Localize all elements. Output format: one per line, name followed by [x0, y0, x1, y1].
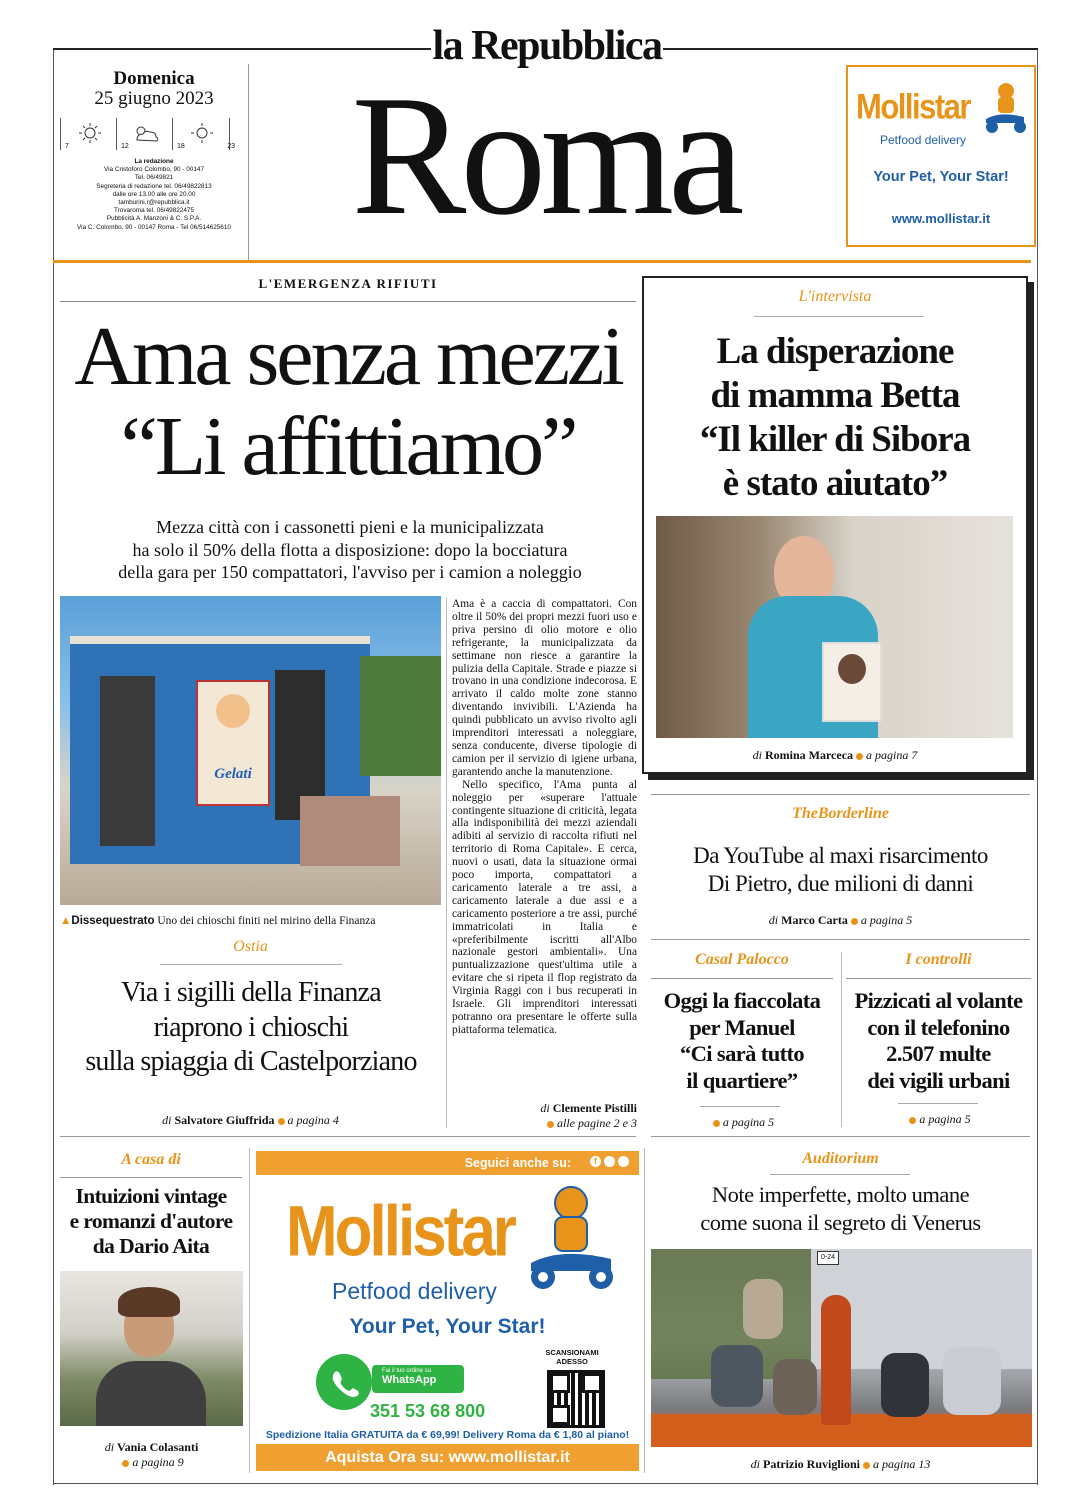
section-rule — [651, 1136, 1030, 1137]
intervista-byline[interactable] — [644, 748, 1026, 763]
person — [711, 1345, 763, 1407]
qr-corner — [550, 1373, 570, 1393]
headline-line: Via i sigilli della Finanza — [121, 977, 381, 1008]
big-ad-phone[interactable]: 351 53 68 800 — [370, 1401, 486, 1421]
qr-corner — [582, 1373, 602, 1393]
kicker-rule — [60, 1177, 242, 1178]
qr-code-icon[interactable] — [547, 1370, 605, 1428]
masthead-rule-left — [53, 48, 431, 50]
person — [881, 1353, 929, 1417]
ostia-kicker-rule — [160, 964, 342, 965]
byline-di: di — [752, 748, 762, 762]
big-ad-cta[interactable]: Aquista Ora su: www.mollistar.it — [256, 1444, 639, 1471]
top-ad-sub: Petfood delivery — [880, 133, 967, 147]
big-ad-scan: SCANSIONAMI ADESSO — [545, 1348, 599, 1366]
headline-line: è stato aiutato” — [722, 463, 948, 504]
lead-caption — [60, 915, 441, 927]
big-ad-sub: Petfood delivery — [332, 1278, 497, 1304]
top-ad-brand: Mollistar — [856, 86, 970, 127]
redazione-line: Segreteria di redazione tel. 06/49822813 — [96, 182, 212, 190]
weather-hour: 18 — [177, 143, 185, 150]
byline-page: a pagina 5 — [722, 1115, 775, 1129]
bullet-icon — [863, 1462, 870, 1469]
weather-strip — [60, 118, 248, 156]
byline-page: a pagina 5 — [919, 1112, 971, 1126]
date-full: 25 giugno 2023 — [94, 88, 214, 109]
headline-line: Di Pietro, due milioni di danni — [707, 871, 974, 896]
poster-text: Gelati — [214, 766, 252, 782]
headline-line: Intuizioni vintage — [75, 1184, 227, 1208]
section-rule — [651, 794, 1030, 795]
intervista-kicker: L'intervista — [798, 288, 872, 305]
date-day: Domenica — [113, 68, 195, 89]
poster-face — [216, 694, 250, 728]
lead-headline-line: “Li affittiamo” — [120, 400, 576, 493]
lead-headline-line: Ama senza mezzi — [74, 310, 622, 403]
date-box — [60, 64, 249, 260]
borderline-kicker: TheBorderline — [792, 805, 889, 822]
lead-deck-line: della gara per 150 compattatori, l'avviso per i camion a noleggio — [118, 562, 582, 582]
instagram-icon[interactable] — [604, 1156, 615, 1167]
lead-body-paragraph: Nello specifico, l'Ama punta al noleggio per «superare l'attuale contingente situazione di criticità, legata alla indisponibilità dei mezzi aziendali adibiti al servizio di raccolta rifiuti nel territorio di Roma Capitale». E cerca, nuovi o usati, data la situazione ormai poco importa, compattatori a caricamento laterale a tre assi, a caricamento laterale a due assi e a caricamento posteriore a tre assi, purché immatricolati in Italia e «preferibilmente iscritti all'Albo nazionale gestori ambientali». Una puntualizzazione quest'ultima utile a evitare che si ripeta il flop registrato da Virginia Raggi con i bus recuperati in Israele. Gli imprenditori interessati potranno ora presentare le offerte sulla piattaforma telematica. — [452, 778, 637, 1036]
palocco-headline[interactable] — [648, 988, 836, 1094]
man-hair — [118, 1287, 180, 1317]
big-ad-shipping: Spedizione Italia GRATUITA da € 69,99! Delivery Roma da € 1,80 al piano! — [265, 1429, 630, 1441]
auditorium-byline[interactable] — [651, 1457, 1030, 1472]
masthead-orange-rule — [53, 260, 1031, 263]
frame-left-2 — [53, 260, 54, 1485]
lead-kicker-rule — [60, 301, 636, 302]
whatsapp-small: Fai il tuo ordine su — [382, 1368, 432, 1374]
whatsapp-icon[interactable] — [316, 1354, 372, 1410]
whatsapp-button[interactable] — [372, 1365, 464, 1393]
street-sign: 0-24 — [817, 1251, 839, 1265]
pinterest-icon[interactable] — [618, 1156, 629, 1167]
ostia-headline[interactable] — [56, 976, 446, 1080]
intervista-photo — [656, 516, 1013, 738]
byline-author: Clemente Pistilli — [552, 1101, 637, 1115]
ostia-byline[interactable] — [60, 1113, 441, 1128]
byline-page: a pagina 7 — [866, 748, 918, 762]
lead-body-paragraph: Ama è a caccia di compattatori. Con oltre il 50% dei propri mezzi fuori uso e priva persino di olio motore e olio refrigerante, la municipalizzata da settimane non riesce a garantire la pulizia della Capitale. Strade e piazze si trovano in una condizione indecorosa. E arrivato il caldo molte zone stanno diventando invivibili. L'Azienda ha quindi pubblicato un avviso rivolto agli imprenditori interessati a noleggiare, senza conducente, diverse tipologie di camion per il servizio di igiene urbana, garantendo anche la manutenzione. — [452, 598, 637, 778]
caption-text: Uno dei chioschi finiti nel mirino della Finanza — [157, 915, 376, 927]
weather-slot — [116, 118, 173, 150]
held-photo-face — [838, 654, 866, 684]
bullet-icon — [547, 1121, 554, 1128]
headline-line: Pizzicati al volante — [854, 988, 1023, 1013]
top-ad-url[interactable]: www.mollistar.it — [891, 211, 991, 226]
bullet-icon — [278, 1118, 285, 1125]
scooter-dog-icon — [980, 81, 1030, 137]
big-ad-slogan: Your Pet, Your Star! — [349, 1315, 546, 1338]
headline-line: Note imperfette, molto umane — [711, 1182, 970, 1207]
held-photo — [822, 642, 882, 722]
casa-byline[interactable] — [60, 1440, 243, 1470]
byline-di: di — [162, 1113, 172, 1127]
weather-hour: 7 — [65, 143, 69, 150]
palocco-kicker: Casal Palocco — [695, 951, 789, 968]
palocco-byline[interactable] — [651, 1115, 833, 1130]
redazione-line: Pubblicità A. Manzoni & C. S.P.A. — [106, 215, 202, 223]
headline-line: per Manuel — [689, 1014, 795, 1040]
section-rule — [651, 939, 1030, 940]
top-ad[interactable] — [846, 65, 1036, 247]
caption-label: Dissequestrato — [71, 915, 155, 927]
redazione-line: Via Cristoforo Colombo, 90 - 00147 — [103, 166, 205, 174]
byline-page: a pagina 13 — [873, 1457, 931, 1471]
top-ad-slogan: Your Pet, Your Star! — [873, 169, 1009, 185]
headline-line: sulla spiaggia di Castelporziano — [85, 1046, 417, 1077]
whatsapp-label: WhatsApp — [382, 1374, 437, 1386]
byline-page: a pagina 4 — [287, 1113, 339, 1127]
sun-icon — [187, 122, 217, 144]
headline-line: da Dario Aita — [92, 1234, 210, 1258]
intervista-box — [642, 276, 1028, 774]
byline-di: di — [750, 1457, 760, 1471]
byline-page: alle pagine 2 e 3 — [557, 1116, 637, 1130]
man-shirt — [96, 1361, 206, 1426]
masthead-rule-right — [663, 48, 1038, 50]
lead-byline[interactable] — [452, 1101, 637, 1131]
frame-right — [1037, 50, 1038, 1485]
headline-line: 2.507 multe — [886, 1041, 991, 1066]
brick-bench — [300, 796, 400, 866]
byline-rule — [898, 1103, 978, 1104]
headline-line: e romanzi d'autore — [69, 1209, 233, 1233]
ostia-kicker: Ostia — [233, 938, 268, 955]
kicker-rule — [651, 978, 833, 979]
headline-line: con il telefonino — [867, 1014, 1010, 1040]
auditorium-photo — [651, 1249, 1032, 1447]
controlli-byline[interactable] — [846, 1112, 1031, 1127]
qr-corner — [550, 1405, 570, 1425]
auditorium-kicker: Auditorium — [802, 1150, 879, 1167]
casa-photo — [60, 1271, 243, 1426]
controlli-kicker: I controlli — [905, 951, 972, 968]
redazione-line: tamburini.r@repubblica.it — [118, 199, 190, 207]
cloud-sun-icon — [129, 122, 163, 144]
bullet-icon — [909, 1117, 916, 1124]
bullet-icon — [856, 753, 863, 760]
lead-body — [452, 598, 637, 1037]
byline-di: di — [768, 913, 779, 927]
big-ad-follow: Seguici anche su: — [464, 1156, 571, 1170]
lead-photo — [60, 596, 441, 905]
headline-line: La disperazione — [716, 331, 954, 372]
casa-kicker: A casa di — [121, 1151, 181, 1168]
column-rule — [841, 952, 842, 1127]
headline-line: dei vigili urbani — [867, 1067, 1010, 1093]
bullet-icon — [122, 1460, 129, 1467]
headline-line: “Il killer di Sibora — [699, 419, 971, 460]
headline-line: come suona il segreto di Venerus — [700, 1210, 981, 1235]
byline-di: di — [540, 1101, 550, 1115]
redazione-title: La redazione — [134, 158, 174, 165]
scooter-dog-icon — [521, 1181, 621, 1293]
byline-author: Salvatore Giuffrida — [174, 1113, 275, 1127]
redazione-line: Trovaroma tel. 06/49822475 — [113, 207, 195, 215]
redazione-line: Tel. 06/49821 — [134, 174, 174, 182]
byline-di: di — [104, 1440, 115, 1454]
intervista-kicker-rule — [754, 316, 924, 317]
weather-slot — [60, 118, 117, 150]
phone-icon — [316, 1354, 372, 1410]
person — [743, 1279, 783, 1339]
intervista-headline[interactable] — [644, 330, 1026, 506]
headline-line: Da YouTube al maxi risarcimento — [693, 843, 988, 868]
redazione-line: Via C. Colombo, 90 - 00147 Roma - Tel 06/514625610 — [77, 223, 231, 231]
sun-icon — [75, 122, 105, 144]
byline-author: Patrizio Ruviglioni — [763, 1457, 860, 1471]
weather-hour: 12 — [121, 143, 129, 150]
headline-line: Oggi la fiaccolata — [663, 988, 821, 1013]
lead-deck-line: ha solo il 50% della flotta a disposizione: dopo la bocciatura — [132, 539, 568, 560]
lead-headline — [56, 312, 640, 492]
borderline-byline[interactable] — [651, 913, 1030, 928]
brand-logo: la Repubblica — [432, 23, 662, 69]
casa-headline[interactable] — [56, 1184, 246, 1259]
redazione-info — [60, 158, 248, 232]
controlli-headline[interactable] — [843, 988, 1034, 1094]
weather-hour: 23 — [227, 143, 235, 150]
byline-author: Marco Carta — [781, 913, 848, 927]
big-ad-topbar — [256, 1151, 639, 1175]
redazione-line: dalle ore 13.00 alle ore 20.00 — [112, 190, 196, 198]
byline-page: a pagina 9 — [132, 1455, 184, 1469]
person — [943, 1347, 1001, 1415]
weather-slot — [172, 118, 235, 150]
kicker-rule — [770, 1174, 910, 1175]
big-ad[interactable] — [256, 1151, 639, 1471]
lead-deck-line: Mezza città con i cassonetti pieni e la municipalizzata — [156, 517, 544, 537]
facebook-icon[interactable]: f — [590, 1156, 601, 1167]
headline-line: il quartiere” — [686, 1067, 798, 1093]
frame-left — [53, 50, 54, 260]
person — [773, 1359, 817, 1415]
column-rule — [249, 1148, 250, 1473]
gelati-poster — [196, 680, 270, 806]
section-rule — [60, 1136, 636, 1137]
frame-bottom — [53, 1483, 1038, 1484]
byline-author: Vania Colasanti — [117, 1440, 199, 1454]
column-rule — [644, 1148, 645, 1473]
caption-triangle-icon: ▲ — [60, 915, 72, 927]
byline-rule — [700, 1106, 780, 1107]
person-robe — [821, 1295, 851, 1425]
headline-line: riaprono i chioschi — [153, 1011, 349, 1043]
bullet-icon — [713, 1120, 720, 1127]
trees — [360, 656, 441, 776]
lead-deck — [60, 516, 640, 584]
auditorium-headline[interactable] — [651, 1181, 1030, 1237]
column-rule — [446, 598, 447, 1128]
kiosk-door — [100, 676, 155, 846]
big-ad-brand: Mollistar — [286, 1192, 514, 1272]
lead-kicker: L'EMERGENZA RIFIUTI — [258, 276, 438, 291]
byline-author: Romina Marceca — [764, 748, 854, 762]
bullet-icon — [851, 918, 858, 925]
kicker-rule — [846, 978, 1031, 979]
headline-line: “Ci sarà tutto — [679, 1041, 805, 1066]
borderline-headline[interactable] — [651, 842, 1030, 898]
edition-title: Roma — [351, 61, 739, 251]
byline-page: a pagina 5 — [860, 913, 913, 927]
headline-line: di mamma Betta — [710, 375, 960, 416]
